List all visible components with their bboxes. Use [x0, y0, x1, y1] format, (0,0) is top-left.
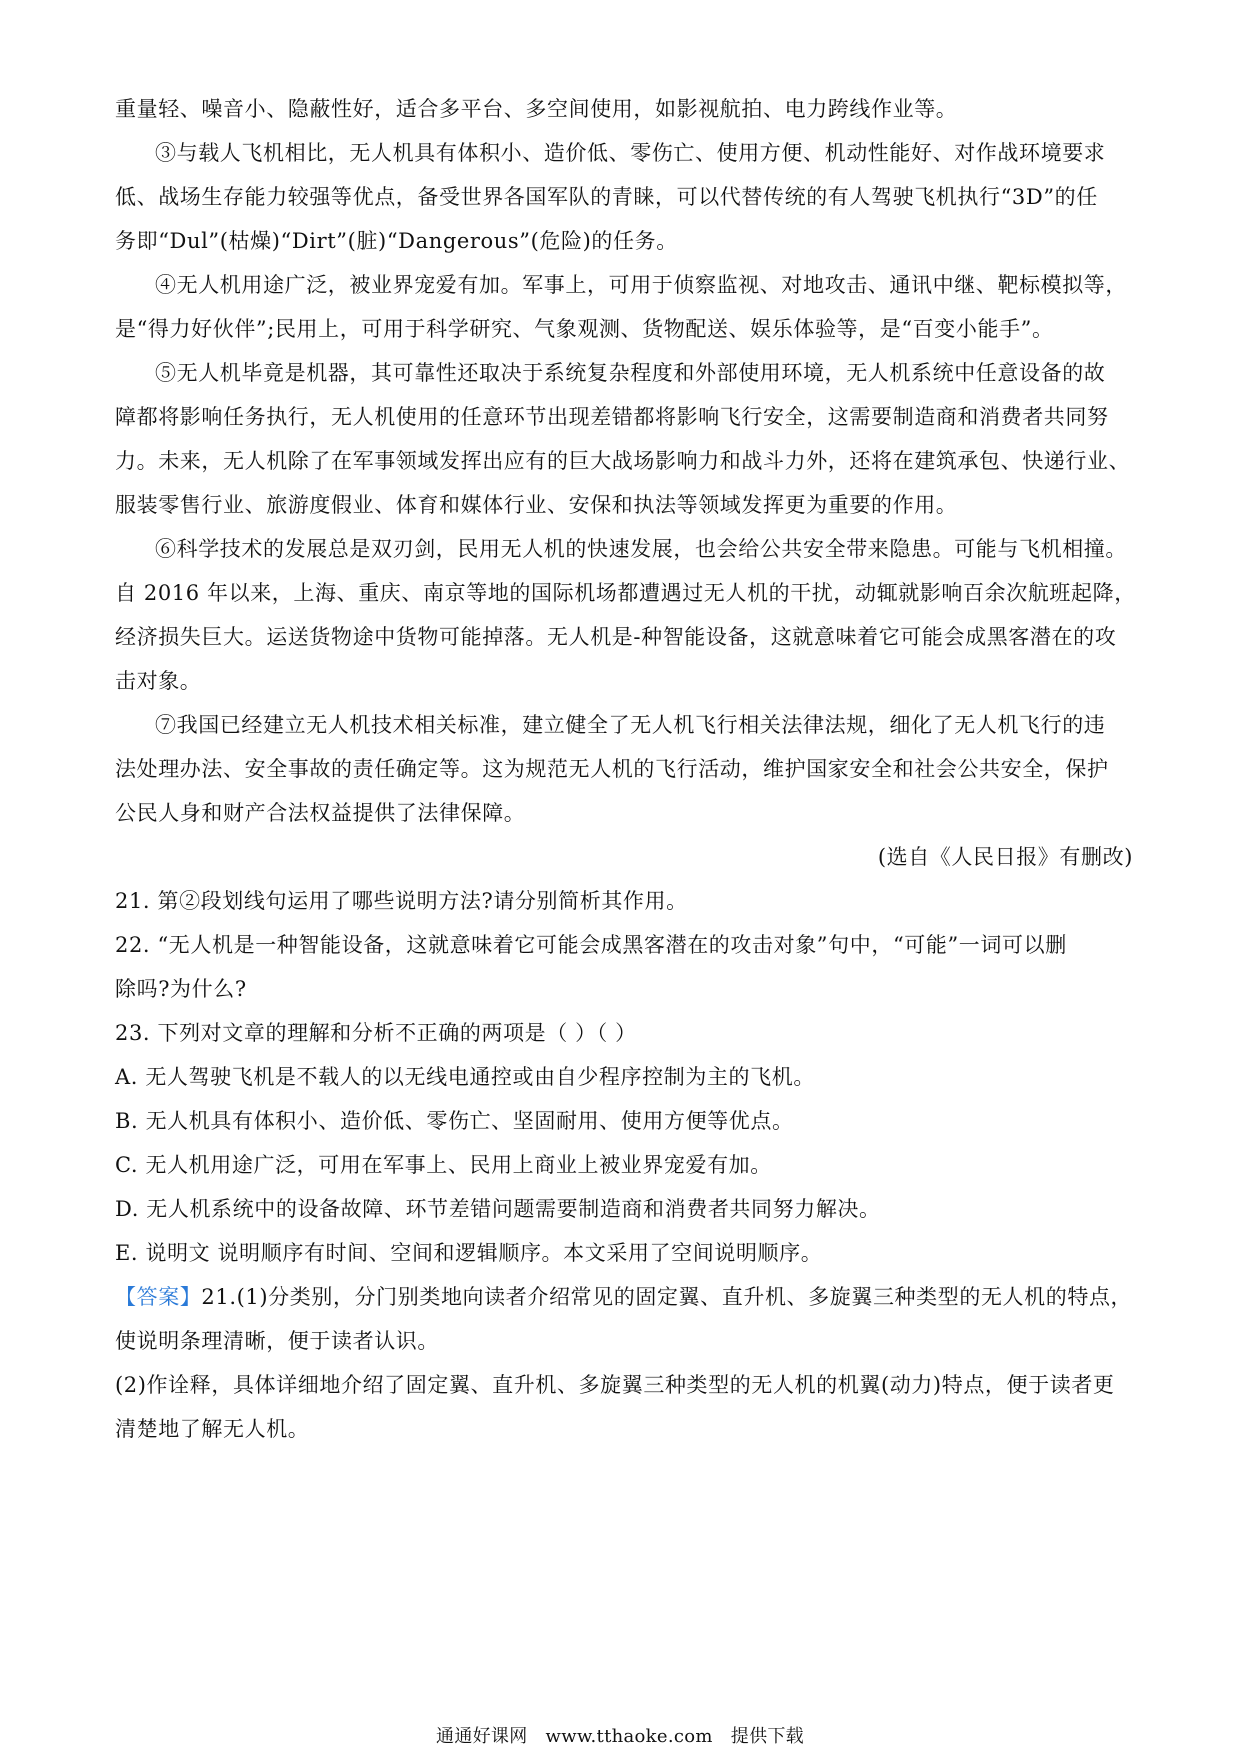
para-6-line: 经济损失巨大。运送货物途中货物可能掉落。无人机是-种智能设备，这就意味着它可能会成黑客潜在的攻: [115, 625, 1117, 649]
para-7-line: ⑦我国已经建立无人机技术相关标准，建立健全了无人机飞行相关法律法规，细化了无人机飞行的违: [155, 713, 1106, 737]
para-4-line: 是“得力好伙伴”;民用上，可用于科学研究、气象观测、货物配送、娱乐体验等，是“百变小能手”。: [115, 317, 1054, 341]
page-footer: [0, 1722, 1240, 1748]
option-d: D. 无人机系统中的设备故障、环节差错问题需要制造商和消费者共同努力解决。: [115, 1197, 881, 1221]
source-citation: (选自《人民日报》有删改): [877, 845, 1133, 869]
footer-site-name: 通通好课网: [436, 1726, 528, 1747]
para-6-line: 自 2016 年以来，上海、重庆、南京等地的国际机场都遭遇过无人机的干扰，动辄就影响百余次航班起降，: [115, 581, 1136, 605]
para-6-line: 击对象。: [115, 669, 202, 693]
para-5-line: ⑤无人机毕竟是机器，其可靠性还取决于系统复杂程度和外部使用环境，无人机系统中任意设备的故: [155, 361, 1106, 385]
answer-line: (2)作诠释，具体详细地介绍了固定翼、直升机、多旋翼三种类型的无人机的机翼(动力)特点，便于读者更: [115, 1373, 1115, 1397]
question-23: 23. 下列对文章的理解和分析不正确的两项是（ ）（ ）: [115, 1021, 637, 1045]
question-22: 22. “无人机是一种智能设备，这就意味着它可能会成黑客潜在的攻击对象”句中，“可能”一词可以删: [115, 933, 1067, 957]
para-2-line-end: 重量轻、噪音小、隐蔽性好，适合多平台、多空间使用，如影视航拍、电力跨线作业等。: [115, 97, 958, 121]
answer-line: [115, 1283, 1133, 1311]
para-3-line: ③与载人飞机相比，无人机具有体积小、造价低、零伤亡、使用方便、机动性能好、对作战环境要求: [155, 141, 1106, 165]
para-3-line: 务即“Dul”(枯燥)“Dirt”(脏)“Dangerous”(危险)的任务。: [115, 229, 678, 253]
para-4-line: ④无人机用途广泛，被业界宠爱有加。军事上，可用于侦察监视、对地攻击、通讯中继、靶标模拟等，: [155, 273, 1127, 297]
para-7-line: 法处理办法、安全事故的责任确定等。这为规范无人机的飞行活动，维护国家安全和社会公共安全，保护: [115, 757, 1109, 781]
footer-note: 提供下载: [730, 1726, 804, 1747]
question-21: 21. 第②段划线句运用了哪些说明方法?请分别简析其作用。: [115, 889, 688, 913]
answer-line: 清楚地了解无人机。: [115, 1417, 310, 1441]
option-e: E. 说明文 说明顺序有时间、空间和逻辑顺序。本文采用了空间说明顺序。: [115, 1241, 823, 1265]
answer-tag: 【答案】: [115, 1285, 202, 1309]
para-5-line: 服装零售行业、旅游度假业、体育和媒体行业、安保和执法等领域发挥更为重要的作用。: [115, 493, 958, 517]
answer-text: 21.(1)分类别，分门别类地向读者介绍常见的固定翼、直升机、多旋翼三种类型的无人机的特点，: [201, 1285, 1133, 1309]
option-b: B. 无人机具有体积小、造价低、零伤亡、坚固耐用、使用方便等优点。: [115, 1109, 794, 1133]
answer-line: 使说明条理清晰，便于读者认识。: [115, 1329, 439, 1353]
para-6-line: ⑥科学技术的发展总是双刃剑，民用无人机的快速发展，也会给公共安全带来隐患。可能与飞机相撞。: [155, 537, 1127, 561]
para-3-line: 低、战场生存能力较强等优点，备受世界各国军队的青睐，可以代替传统的有人驾驶飞机执行“3D”的任: [115, 185, 1098, 209]
para-5-line: 力。未来，无人机除了在军事领域发挥出应有的巨大战场影响力和战斗力外，还将在建筑承包、快递行业、: [115, 449, 1131, 473]
para-7-line: 公民人身和财产合法权益提供了法律保障。: [115, 801, 526, 825]
question-22-cont: 除吗?为什么?: [115, 977, 247, 1001]
footer-url[interactable]: www.tthaoke.com: [545, 1726, 713, 1747]
option-a: A. 无人驾驶飞机是不载人的以无线电通控或由自少程序控制为主的飞机。: [115, 1065, 815, 1089]
option-c: C. 无人机用途广泛，可用在军事上、民用上商业上被业界宠爱有加。: [115, 1153, 772, 1177]
para-5-line: 障都将影响任务执行，无人机使用的任意环节出现差错都将影响飞行安全，这需要制造商和消费者共同努: [115, 405, 1109, 429]
